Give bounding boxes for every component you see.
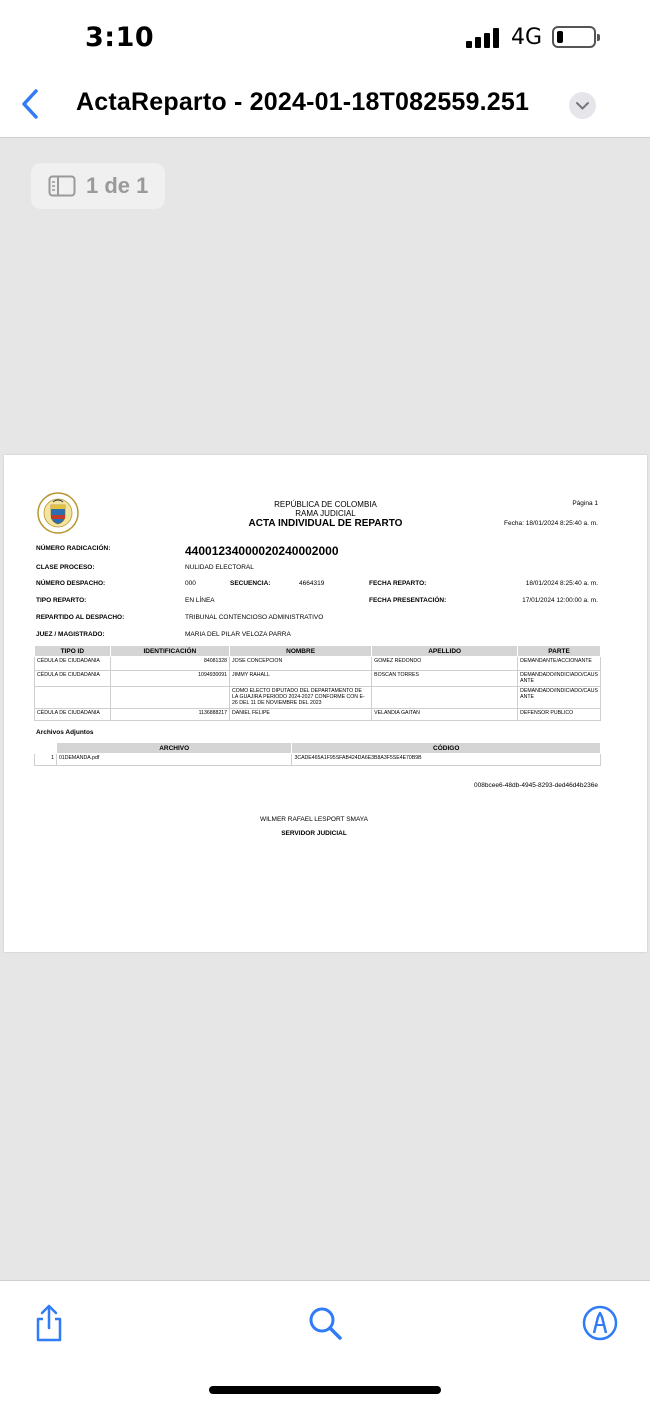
table-cell: DEMANDADO/INDICIADO/CAUS ANTE (518, 671, 601, 687)
sidebar-icon (48, 175, 76, 197)
field-label: JUEZ / MAGISTRADO: (36, 631, 105, 638)
attachment-link[interactable]: 01DEMANDA.pdf (56, 754, 292, 766)
field-value: NULIDAD ELECTORAL (185, 564, 254, 571)
table-cell: CÉDULA DE CIUDADANIA (35, 671, 111, 687)
battery-icon (552, 26, 596, 48)
field-value: 4664319 (299, 580, 325, 587)
header-date: Fecha: 18/01/2024 8:25:40 a. m. (504, 520, 598, 527)
table-cell: DEFENSOR PUBLICO (518, 709, 601, 721)
table-cell (372, 687, 518, 709)
column-header: APELLIDO (372, 646, 518, 657)
table-cell: DEMANDADO/INDICIADO/CAUS ANTE (518, 687, 601, 709)
field-label: TIPO REPARTO: (36, 597, 87, 604)
header-line-2: RAMA JUDICIAL (295, 509, 356, 518)
back-chevron-icon[interactable] (16, 86, 46, 122)
field-label: SECUENCIA: (230, 580, 271, 587)
table-cell: JIMMY RAHALL (230, 671, 372, 687)
column-header: IDENTIFICACIÓN (110, 646, 229, 657)
radicado-number: 44001234000020240002000 (185, 544, 339, 558)
field-value: 18/01/2024 8:25:40 a. m. (525, 580, 598, 587)
header-line-1: REPÚBLICA DE COLOMBIA (274, 500, 377, 509)
home-indicator[interactable] (209, 1386, 441, 1394)
table-cell (35, 687, 111, 709)
table-row (35, 687, 601, 709)
table-cell: 3CADE465A1F95SFAB424DA6E3B8A3F5SE4E70B9B (292, 754, 601, 766)
column-header: ARCHIVO (56, 743, 292, 754)
field-value: 000 (185, 580, 196, 587)
chevron-down-icon (569, 92, 596, 119)
parties-table (34, 645, 601, 721)
document-uuid: 008bcee6-48db-4945-8293-ded46d4b236e (474, 782, 598, 789)
field-value: 17/01/2024 12:00:00 a. m. (522, 597, 598, 604)
title-menu-button[interactable] (569, 92, 596, 119)
attachments-heading: Archivos Adjuntos (36, 729, 94, 736)
table-cell: DANIEL FELIPE (230, 709, 372, 721)
table-cell: JOSE CONCEPCION (230, 657, 372, 671)
signer-name: WILMER RAFAEL LESPORT SMAYA (259, 816, 368, 823)
table-cell: VELANDIA GAITAN (372, 709, 518, 721)
table-row (35, 671, 601, 687)
table-row (35, 709, 601, 721)
field-label: NÚMERO RADICACIÓN: (36, 545, 111, 552)
table-cell (110, 687, 229, 709)
field-label: FECHA REPARTO: (369, 580, 427, 587)
table-cell: 1094930091 (110, 671, 229, 687)
field-value: MARIA DEL PILAR VELOZA PARRA (185, 631, 291, 638)
document-heading: ACTA INDIVIDUAL DE REPARTO (248, 518, 403, 529)
field-value: TRIBUNAL CONTENCIOSO ADMINISTRATIVO (185, 614, 324, 621)
table-cell: 1136888217 (110, 709, 229, 721)
table-row (35, 754, 601, 766)
signer-role: SERVIDOR JUDICIAL (281, 830, 347, 837)
status-time: 3:10 (85, 22, 155, 53)
share-icon[interactable] (29, 1303, 69, 1343)
table-cell: 84081328 (110, 657, 229, 671)
table-cell: CÉDULA DE CIUDADANIA (35, 657, 111, 671)
nav-bar (0, 72, 650, 138)
field-value: EN LÍNEA (185, 597, 215, 604)
table-cell: BOSCAN TORRES (372, 671, 518, 687)
markup-icon[interactable] (580, 1303, 620, 1343)
field-label: FECHA PRESENTACIÓN: (369, 597, 447, 604)
column-header: CÓDIGO (292, 743, 601, 754)
network-type: 4G (511, 25, 543, 50)
search-icon[interactable] (305, 1303, 345, 1343)
table-cell: CÉDULA DE CIUDADANIA (35, 709, 111, 721)
document-title: ActaReparto - 2024-01-18T082559.251 (76, 88, 530, 116)
column-header: PARTE (518, 646, 601, 657)
page-indicator-button[interactable] (31, 163, 165, 209)
cellular-signal-icon (466, 28, 502, 48)
page-count-label: 1 de 1 (86, 173, 149, 198)
status-bar (0, 0, 650, 72)
field-label: CLASE PROCESO: (36, 564, 95, 571)
field-label: NÚMERO DESPACHO: (36, 580, 106, 587)
column-header: NOMBRE (230, 646, 372, 657)
column-header: TIPO ID (35, 646, 111, 657)
table-cell: DEMANDANTE/ACCIONANTE (518, 657, 601, 671)
attachments-table (34, 742, 601, 766)
page-number: Página 1 (572, 500, 598, 507)
table-row (35, 657, 601, 671)
table-cell: GOMEZ REDONDO (372, 657, 518, 671)
field-label: REPARTIDO AL DESPACHO: (36, 614, 125, 621)
table-cell: 1 (35, 754, 57, 766)
pdf-page (4, 455, 647, 952)
table-cell: COMO ELECTO DIPUTADO DEL DEPARTAMENTO DE LA GUAJIRA PERIODO 2024-2027 CONFORME CON E-26 DEL 11 DE NOVIEMBRE DEL 2023 (230, 687, 372, 709)
